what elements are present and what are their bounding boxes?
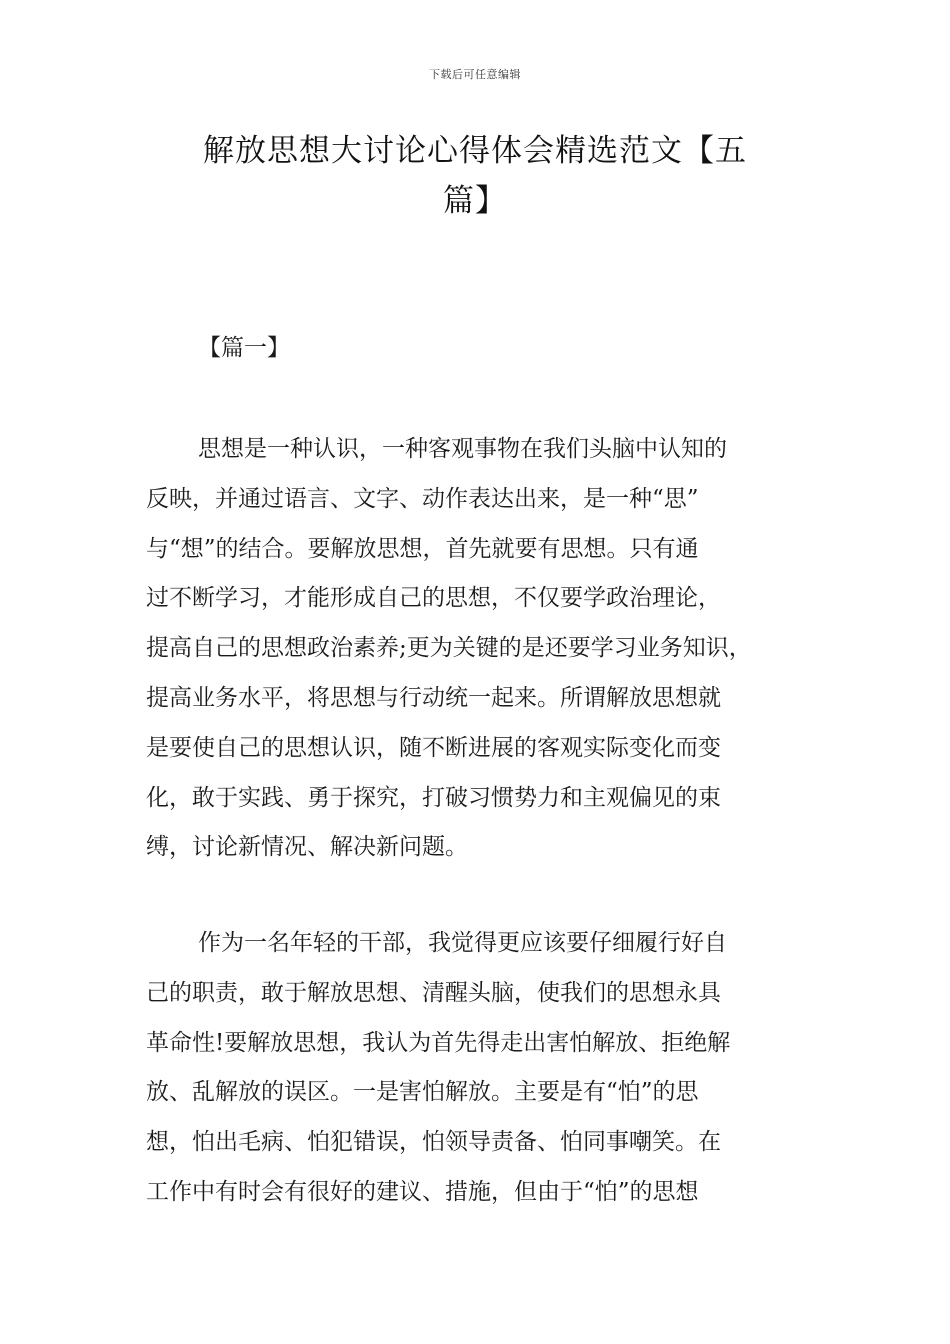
paragraph-line: 反映，并通过语言、文字、动作表达出来，是一种“思”	[146, 485, 699, 512]
document-title	[150, 126, 800, 226]
paragraph-line: 缚，讨论新情况、解决新问题。	[146, 834, 468, 861]
paragraph-line: 己的职责，敢于解放思想、清醒头脑，使我们的思想永具	[146, 979, 721, 1006]
paragraph-line: 化，敢于实践、勇于探究，打破习惯势力和主观偏见的束	[146, 784, 721, 811]
paragraph	[146, 919, 826, 1218]
title-line: 篇】	[443, 183, 507, 219]
paragraph-line: 提高自己的思想政治素养;更为关键的是还要学习业务知识，	[146, 635, 752, 662]
header-note: 下载后可任意编辑	[429, 68, 521, 81]
paragraph-line: 工作中有时会有很好的建议、措施，但由于“怕”的思想	[146, 1178, 699, 1205]
paragraph	[146, 425, 826, 873]
paragraph-line: 过不断学习，才能形成自己的思想，不仅要学政治理论，	[146, 585, 721, 612]
paragraph-line: 提高业务水平，将思想与行动统一起来。所谓解放思想就	[146, 684, 721, 711]
paragraph-line: 与“想”的结合。要解放思想，首先就要有思想。只有通	[146, 535, 699, 562]
paragraph-line: 思想是一种认识，一种客观事物在我们头脑中认知的	[198, 436, 727, 462]
title-line: 解放思想大讨论心得体会精选范文【五	[203, 133, 747, 169]
paragraph-line: 想，怕出毛病、怕犯错误，怕领导责备、怕同事嘲笑。在	[146, 1129, 721, 1156]
paragraph-line: 革命性!要解放思想，我认为首先得走出害怕解放、拒绝解	[146, 1029, 731, 1056]
paragraph-line: 作为一名年轻的干部，我觉得更应该要仔细履行好自	[198, 930, 727, 956]
paragraph-line: 是要使自己的思想认识，随不断进展的客观实际变化而变	[146, 734, 721, 761]
paragraph-line: 放、乱解放的误区。一是害怕解放。主要是有“怕”的思	[146, 1079, 699, 1106]
section-label: 【篇一】	[198, 335, 290, 361]
